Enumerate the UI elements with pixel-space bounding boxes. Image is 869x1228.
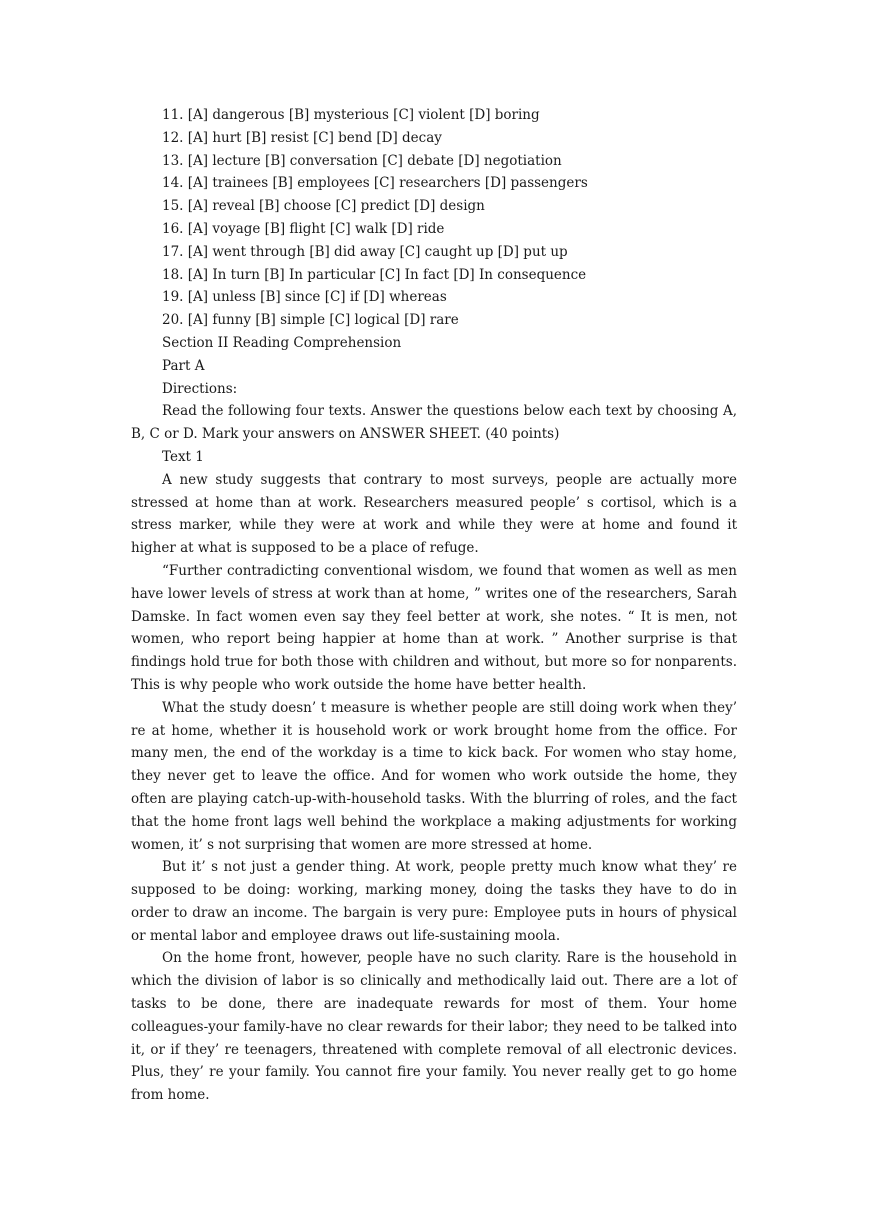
passage — [131, 469, 737, 1107]
question-11: 11. [A] dangerous [B] mysterious [C] violent [D] boring — [162, 107, 540, 123]
directions-text: Read the following four texts. Answer the questions below each text by choosing A, B, C or D. Mark your answers on ANSWER SHEET. (40 points) — [131, 403, 737, 443]
question-18: 18. [A] In turn [B] In particular [C] In fact [D] In consequence — [162, 266, 587, 283]
document-body — [131, 104, 737, 1107]
question-12: 12. [A] hurt [B] resist [C] bend [D] decay — [162, 129, 442, 146]
question-list — [131, 104, 737, 332]
text-label: Text 1 — [162, 448, 204, 465]
passage-paragraph: On the home front, however, people have no such clarity. Rare is the household in which the division of labor is so clinically and methodically laid out. There are a lot of tasks to be done, there are inadequate rewards for most of them. Your home colleagues-your family-have no clear rewards for their labor; they need to be talked into it, or if they’ re teenagers, threatened with complete removal of all electronic devices. Plus, they’ re your family. You cannot fire your family. You never really get to go home from home. — [131, 950, 737, 1104]
directions-label: Directions: — [162, 380, 238, 397]
part-label: Part A — [162, 357, 205, 374]
question-19: 19. [A] unless [B] since [C] if [D] whereas — [162, 289, 447, 306]
question-20: 20. [A] funny [B] simple [C] logical [D] rare — [162, 312, 459, 329]
question-13: 13. [A] lecture [B] conversation [C] debate [D] negotiation — [162, 152, 562, 169]
question-16: 16. [A] voyage [B] flight [C] walk [D] ride — [162, 220, 445, 237]
passage-paragraph: “Further contradicting conventional wisdom, we found that women as well as men have lower levels of stress at work than at home, ” writes one of the researchers, Sarah Damske. In fact women even say they feel better at work, she notes. “ It is men, not women, who report being happier at home than at work. ” Another surprise is that findings hold true for both those with children and without, but more so for nonparents. This is why people who work outside the home have better health. — [131, 562, 737, 693]
section-title: Section II Reading Comprehension — [162, 334, 402, 351]
passage-paragraph: A new study suggests that contrary to most surveys, people are actually more stressed at home than at work. Researchers measured people’ s cortisol, which is a stress marker, while they were at work and while they were at home and found it higher at what is supposed to be a place of refuge. — [131, 471, 737, 557]
question-14: 14. [A] trainees [B] employees [C] researchers [D] passengers — [162, 175, 588, 192]
passage-paragraph: What the study doesn’ t measure is whether people are still doing work when they’ re at home, whether it is household work or work brought home from the office. For many men, the end of the workday is a time to kick back. For women who stay home, they never get to leave the office. And for women who work outside the home, they often are playing catch-up-with-household tasks. With the blurring of roles, and the fact that the home front lags well behind the workplace a making adjustments for working women, it’ s not surprising that women are more stressed at home. — [131, 699, 737, 853]
question-17: 17. [A] went through [B] did away [C] caught up [D] put up — [162, 243, 568, 260]
passage-paragraph: But it’ s not just a gender thing. At work, people pretty much know what they’ re supposed to be doing: working, marking money, doing the tasks they have to do in order to draw an income. The bargain is very pure: Employee puts in hours of physical or mental labor and employee draws out life-sustaining moola. — [131, 859, 737, 944]
question-15: 15. [A] reveal [B] choose [C] predict [D] design — [162, 198, 485, 215]
